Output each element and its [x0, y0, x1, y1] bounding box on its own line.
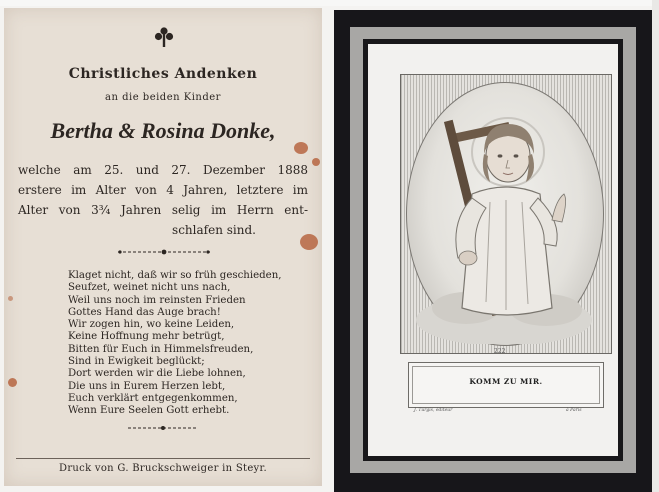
deceased-names: Bertha & Rosina Donke, [50, 118, 276, 143]
poem-line: Gottes Hand das Auge brach! [68, 306, 221, 318]
dedication-line: welche am 25. und 27. Dezember 1888 [18, 163, 308, 177]
dedication-line: schlafen sind. [172, 223, 256, 237]
poem-line: Euch verklärt entgegenkommen, [68, 392, 238, 404]
foxing-stain [312, 158, 320, 166]
poem-line: Wenn Eure Seelen Gott erhebt. [68, 405, 230, 417]
foxing-stain [8, 296, 13, 301]
poem-line: Sind in Ewigkeit beglückt; [68, 356, 205, 368]
dedication-line: erstere im Alter von 4 Jahren, letztere im [18, 183, 308, 197]
card-subtitle: an die beiden Kinder [105, 92, 221, 103]
poem-line: Weil uns noch im reinsten Frieden [68, 294, 246, 306]
poem-line: Die uns in Eurem Herzen lebt, [68, 380, 226, 392]
devotional-image-card [334, 10, 652, 492]
plate-number: 222 [494, 348, 506, 355]
poem-line: Dort werden wir die Liebe lohnen, [68, 368, 246, 380]
poem-line: Seufzet, weinet nicht uns nach, [68, 282, 231, 294]
christ-child-engraving [406, 82, 602, 344]
cross-icon [154, 26, 174, 48]
scan-background-top [0, 0, 659, 6]
poem-line: Wir zogen hin, wo keine Leiden, [68, 319, 235, 331]
publisher-city: à Paris [566, 408, 582, 413]
foxing-stain [8, 378, 17, 387]
memorial-text-card [4, 8, 322, 486]
poem-line: Keine Hoffnung mehr betrügt, [68, 331, 225, 343]
divider-ornament-icon [126, 424, 200, 432]
foxing-stain [294, 142, 308, 154]
caption-box [408, 362, 604, 408]
printer-credit: Druck von G. Bruckschweiger in Steyr. [59, 463, 267, 474]
image-caption: KOMM ZU MIR. [469, 377, 543, 386]
poem-line: Klaget nicht, daß wir so früh geschieden, [68, 270, 282, 281]
publisher-credit: J. Turgis, éditeur [414, 408, 453, 413]
footer-rule [16, 458, 310, 459]
foxing-stain [300, 234, 318, 250]
dedication-line: Alter von 3¾ Jahren selig im Herrn ent- [18, 203, 308, 217]
scan-background-edge [652, 0, 659, 492]
poem-line: Bitten für Euch in Himmelsfreuden, [68, 343, 254, 355]
memorial-poem [68, 270, 298, 418]
divider-ornament-icon [116, 248, 212, 256]
card-title: Christliches Andenken [68, 66, 258, 82]
